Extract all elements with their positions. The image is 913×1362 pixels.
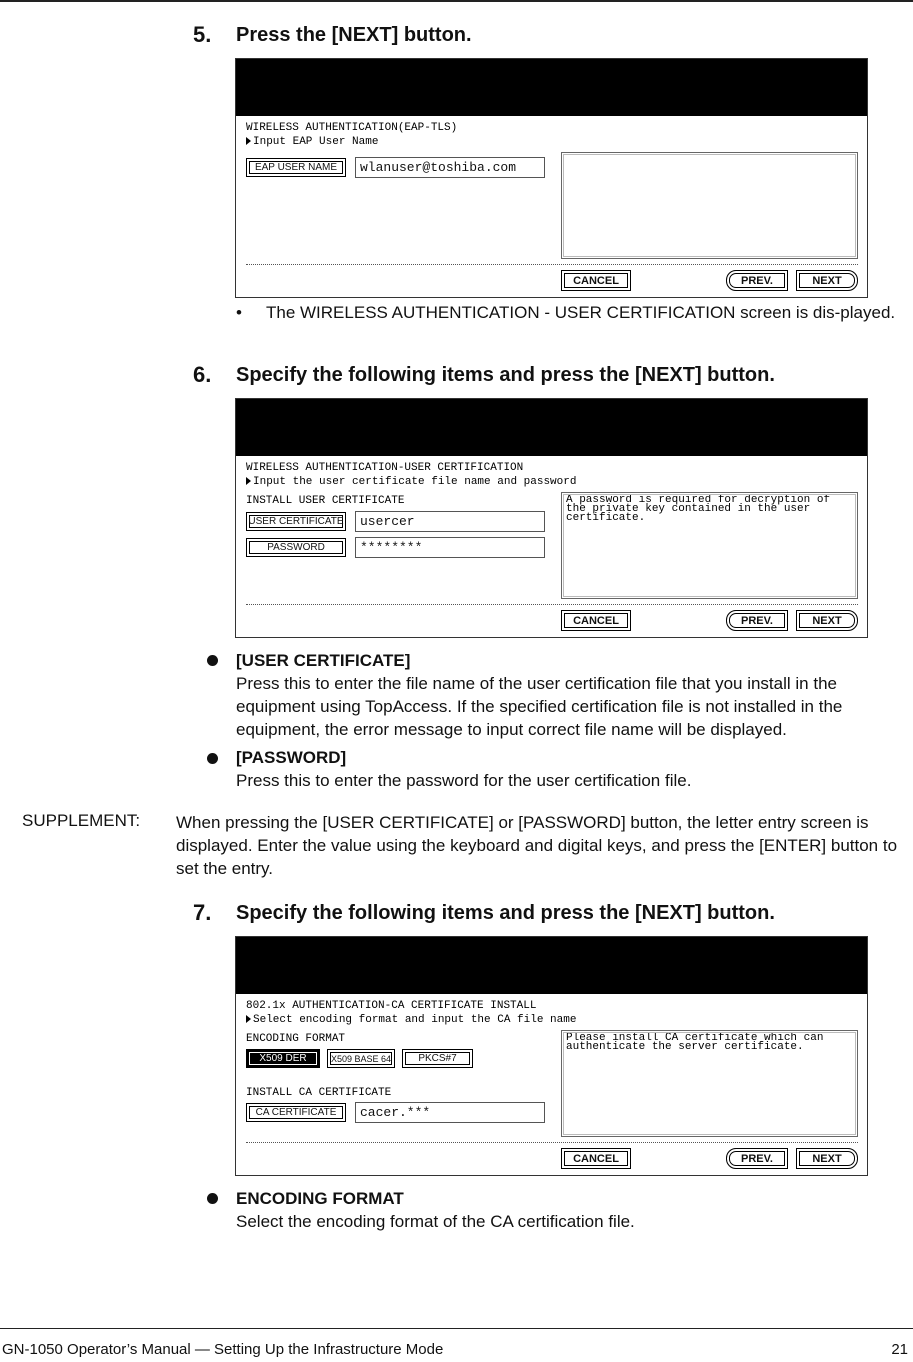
footer-rule — [0, 1328, 913, 1329]
screen-header-bar — [236, 399, 867, 456]
section-ca-label: INSTALL CA CERTIFICATE — [246, 1087, 392, 1099]
step-5-number: 5. — [193, 22, 212, 47]
screen-header-bar — [236, 937, 867, 994]
bullet-body: Select the encoding format of the CA certification file. — [236, 1212, 635, 1231]
screen-subtitle-text: Input the user certificate file name and password — [253, 476, 577, 488]
screen-subtitle — [246, 1014, 576, 1026]
screen-user-certification — [235, 398, 868, 638]
screen-eap-user-name — [235, 58, 868, 298]
screen-subtitle — [246, 476, 576, 488]
bullet-password — [236, 746, 906, 792]
next-button[interactable]: NEXT — [796, 270, 858, 291]
user-certificate-button[interactable]: USER CERTIFICATE — [246, 512, 346, 531]
bullet-heading: ENCODING FORMAT — [236, 1189, 404, 1208]
bullet-body: Press this to enter the password for the user certification file. — [236, 771, 692, 790]
format-x509-base64-button[interactable]: X509 BASE 64 — [327, 1049, 395, 1068]
triangle-icon — [246, 477, 251, 485]
bullet-body: Press this to enter the file name of the user certification file that you install in the equipment using TopAccess. If the specified certification file is not installed in the equipment, the error message to input correct file name will be displayed. — [236, 674, 843, 739]
divider — [246, 1142, 858, 1143]
step-5-text: Press the [NEXT] button. — [236, 24, 472, 46]
supplement-label: SUPPLEMENT: — [22, 811, 141, 830]
cancel-button[interactable]: CANCEL — [561, 270, 631, 291]
step-7-text: Specify the following items and press the [NEXT] button. — [236, 902, 775, 924]
prev-button[interactable]: PREV. — [726, 270, 788, 291]
step-7-number: 7. — [193, 900, 212, 925]
bullet-heading: [PASSWORD] — [236, 748, 347, 767]
ca-certificate-button[interactable]: CA CERTIFICATE — [246, 1103, 346, 1122]
divider — [246, 264, 858, 265]
triangle-icon — [246, 1015, 251, 1023]
cancel-button[interactable]: CANCEL — [561, 610, 631, 631]
screen-title: WIRELESS AUTHENTICATION-USER CERTIFICATION — [246, 462, 524, 474]
bullet — [207, 655, 218, 666]
screen-title: 802.1x AUTHENTICATION-CA CERTIFICATE INSTALL — [246, 1000, 537, 1012]
password-field[interactable]: ******** — [355, 537, 545, 558]
page-number: 21 — [891, 1341, 908, 1358]
bullet-dash: • — [236, 303, 242, 322]
screen-ca-certificate — [235, 936, 868, 1176]
bullet-heading: [USER CERTIFICATE] — [236, 651, 411, 670]
ca-certificate-field[interactable]: cacer.*** — [355, 1102, 545, 1123]
message-box: A password is required for decryption of the private key contained in the user certificate. — [561, 492, 858, 599]
user-certificate-field[interactable]: usercer — [355, 511, 545, 532]
divider — [246, 604, 858, 605]
supplement-text: When pressing the [USER CERTIFICATE] or [PASSWORD] button, the letter entry screen is displayed. Enter the value using the keyboard and digital keys, and press the [ENTER] button to set the entry. — [176, 813, 898, 878]
format-x509-der-button[interactable]: X509 DER — [246, 1049, 320, 1068]
triangle-icon — [246, 137, 251, 145]
step-6-number: 6. — [193, 362, 212, 387]
prev-button[interactable]: PREV. — [726, 1148, 788, 1169]
prev-button[interactable]: PREV. — [726, 610, 788, 631]
step-6-text: Specify the following items and press the [NEXT] button. — [236, 364, 775, 386]
top-rule — [0, 0, 913, 2]
screen-subtitle — [246, 136, 378, 148]
screen-subtitle-text: Input EAP User Name — [253, 136, 379, 148]
next-button[interactable]: NEXT — [796, 1148, 858, 1169]
screen-title: WIRELESS AUTHENTICATION(EAP-TLS) — [246, 122, 458, 134]
message-box: Please install CA certificate which can authenticate the server certificate. — [561, 1030, 858, 1137]
section-encoding-label: ENCODING FORMAT — [246, 1033, 346, 1045]
footer-title: GN-1050 Operator’s Manual — Setting Up the Infrastructure Mode — [2, 1341, 444, 1358]
message-box — [561, 152, 858, 259]
eap-user-name-field[interactable]: wlanuser@toshiba.com — [355, 157, 545, 178]
screen-header-bar — [236, 59, 867, 116]
next-button[interactable]: NEXT — [796, 610, 858, 631]
bullet-encoding-format — [236, 1187, 906, 1233]
bullet-user-certificate — [236, 649, 906, 741]
password-button[interactable]: PASSWORD — [246, 538, 346, 557]
cancel-button[interactable]: CANCEL — [561, 1148, 631, 1169]
format-pkcs7-button[interactable]: PKCS#7 — [402, 1049, 473, 1068]
bullet — [207, 1193, 218, 1204]
bullet — [207, 753, 218, 764]
note-text: The WIRELESS AUTHENTICATION - USER CERTIFICATION screen is dis-played. — [266, 303, 896, 322]
section-label: INSTALL USER CERTIFICATE — [246, 495, 405, 507]
eap-user-name-button[interactable]: EAP USER NAME — [246, 158, 346, 177]
screen-subtitle-text: Select encoding format and input the CA file name — [253, 1014, 577, 1026]
